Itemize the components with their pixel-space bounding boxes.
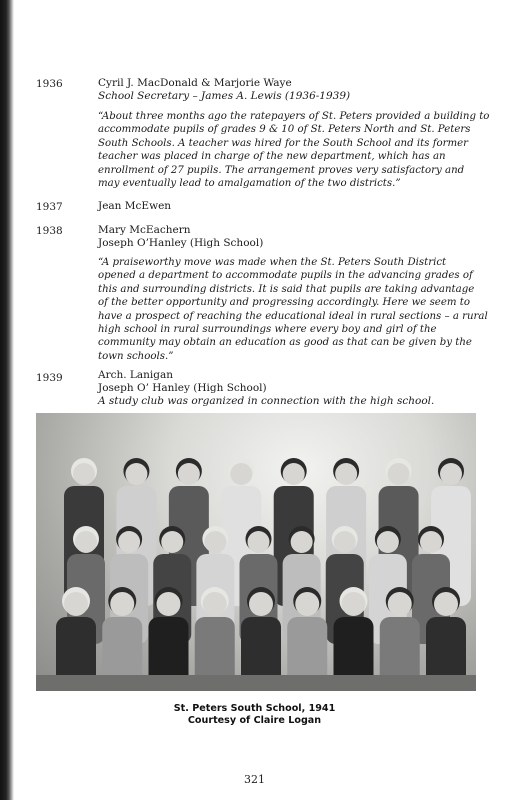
student-head bbox=[161, 531, 183, 553]
class-photograph bbox=[36, 413, 476, 691]
quote-line: of the better opportunity and progressing accordingly. Here we seem to bbox=[98, 297, 470, 309]
quote-line: opened a department to accommodate pupils in the advancing grades of bbox=[98, 270, 473, 282]
student-head bbox=[75, 531, 97, 553]
student-head bbox=[203, 592, 227, 616]
entry-name: Joseph O’ Hanley (High School) bbox=[98, 382, 267, 394]
student-head bbox=[388, 463, 410, 485]
student-head bbox=[64, 592, 88, 616]
student-head bbox=[248, 531, 270, 553]
student-head bbox=[434, 592, 458, 616]
student-head bbox=[204, 531, 226, 553]
photo-ground bbox=[36, 675, 476, 691]
student-head bbox=[178, 463, 200, 485]
student-head bbox=[295, 592, 319, 616]
entry-name: Arch. Lanigan bbox=[98, 369, 174, 381]
entry-year-1936: 1936 bbox=[36, 78, 63, 90]
entry-note: School Secretary – James A. Lewis (1936-1939) bbox=[98, 90, 351, 102]
student-head bbox=[110, 592, 134, 616]
entry-note: A study club was organized in connection with the high school. bbox=[98, 395, 435, 407]
student-head bbox=[377, 531, 399, 553]
student-head bbox=[125, 463, 147, 485]
student-head bbox=[118, 531, 140, 553]
entry-names-1938 bbox=[98, 224, 478, 250]
quote-line: South Schools. A teacher was hired for the South School and its former bbox=[98, 137, 469, 149]
page-number: 321 bbox=[244, 773, 265, 786]
student-head bbox=[388, 592, 412, 616]
quote-line: “About three months ago the ratepayers of St. Peters provided a building to bbox=[98, 111, 490, 122]
quote-1936 bbox=[98, 110, 490, 190]
student-head bbox=[334, 531, 356, 553]
quote-line: “A praiseworthy move was made when the St. Peters South District bbox=[98, 257, 447, 268]
entry-name: Mary McEachern bbox=[98, 224, 191, 236]
quote-line: this and surrounding districts. It is said that pupils are taking advantage bbox=[98, 283, 475, 295]
quote-1938 bbox=[98, 256, 488, 363]
quote-line: town schools.” bbox=[98, 350, 174, 362]
quote-line: have a prospect of reaching the educational ideal in rural sections – a rural bbox=[98, 310, 488, 322]
entry-names-1936 bbox=[98, 77, 478, 103]
quote-line: enrollment of 27 pupils. The arrangement proves very satisfactory and bbox=[98, 164, 465, 176]
student-head bbox=[283, 463, 305, 485]
student-head bbox=[249, 592, 273, 616]
entry-name: Cyril J. MacDonald & Marjorie Waye bbox=[98, 77, 292, 89]
class-photograph-drawing bbox=[36, 413, 476, 691]
entry-names-1939 bbox=[98, 369, 478, 408]
student-head bbox=[157, 592, 181, 616]
quote-line: may eventually lead to amalgamation of the two districts.” bbox=[98, 178, 401, 190]
student-head bbox=[335, 463, 357, 485]
quote-line: high school in rural surroundings where every boy and girl of the bbox=[98, 324, 437, 336]
student-head bbox=[342, 592, 366, 616]
student-head bbox=[420, 531, 442, 553]
caption-title: St. Peters South School, 1941 bbox=[173, 703, 336, 714]
entry-names-1937 bbox=[98, 200, 478, 213]
photo-caption bbox=[0, 703, 509, 727]
entry-year-1937: 1937 bbox=[36, 201, 63, 213]
quote-line: accommodate pupils of grades 9 & 10 of St. Peters North and St. Peters bbox=[98, 124, 471, 136]
book-binding-edge bbox=[0, 0, 14, 800]
quote-line: teacher was placed in charge of the new department, which has an bbox=[98, 151, 446, 163]
entry-year-1939: 1939 bbox=[36, 372, 63, 384]
quote-line: community may obtain an education as good as that can be given by the bbox=[98, 337, 472, 349]
entry-name: Jean McEwen bbox=[98, 200, 172, 212]
student-head bbox=[230, 463, 252, 485]
student-head bbox=[73, 463, 95, 485]
student-head bbox=[291, 531, 313, 553]
student-head bbox=[440, 463, 462, 485]
caption-credit: Courtesy of Claire Logan bbox=[187, 715, 322, 726]
entry-name: Joseph O’Hanley (High School) bbox=[98, 237, 264, 249]
entry-year-1938: 1938 bbox=[36, 225, 63, 237]
